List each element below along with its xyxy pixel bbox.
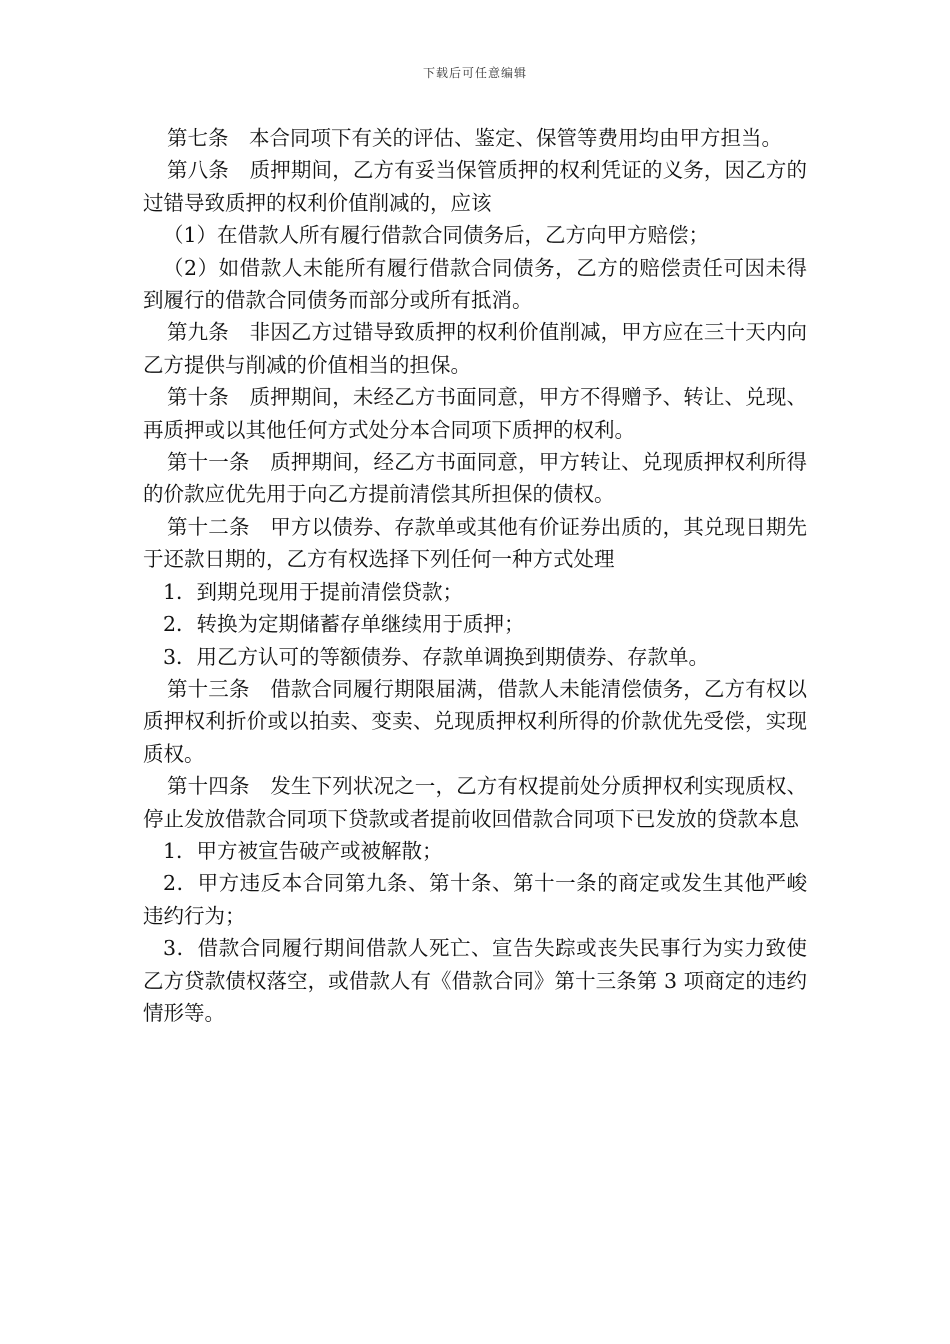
article-8-item-1: （1）在借款人所有履行借款合同债务后，乙方向甲方赔偿； — [163, 223, 710, 248]
article-14: 第十四条 发生下列状况之一，乙方有权提前处分质押权利实现质权、停止发放借款合同项下贷款或者提前收回借款合同项下已发放的贷款本息 — [143, 774, 807, 831]
article-10: 第十条 质押期间，未经乙方书面同意，甲方不得赠予、转让、兑现、再质押或以其他任何方式处分本合同项下质押的权利。 — [143, 385, 807, 442]
article-12-item-1: 1．到期兑现用于提前清偿贷款； — [163, 579, 464, 604]
article-11: 第十一条 质押期间，经乙方书面同意，甲方转让、兑现质押权利所得的价款应优先用于向乙方提前清偿其所担保的债权。 — [143, 450, 807, 507]
article-14-item-3: 3．借款合同履行期间借款人死亡、宣告失踪或丧失民事行为实力致使乙方贷款债权落空，或借款人有《借款合同》第十三条第 3 项商定的违约情形等。 — [143, 936, 807, 1025]
article-14-item-1: 1．甲方被宣告破产或被解散； — [163, 838, 443, 863]
article-12: 第十二条 甲方以债券、存款单或其他有价证券出质的，其兑现日期先于还款日期的，乙方有权选择下列任何一种方式处理 — [143, 514, 807, 572]
article-14-item-2: 2．甲方违反本合同第九条、第十条、第十一条的商定或发生其他严峻违约行为； — [143, 871, 807, 928]
article-8: 第八条 质押期间，乙方有妥当保管质押的权利凭证的义务，因乙方的过错导致质押的权利价值削减的，应该 — [143, 158, 807, 215]
article-12-item-3: 3．用乙方认可的等额债券、存款单调换到期债券、存款单。 — [163, 644, 710, 669]
document-body — [143, 122, 807, 1029]
article-13: 第十三条 借款合同履行期限届满，借款人未能清偿债务，乙方有权以质押权利折价或以拍卖、变卖、兑现质押权利所得的价款优先受偿，实现质权。 — [143, 676, 807, 766]
article-9: 第九条 非因乙方过错导致质押的权利价值削减，甲方应在三十天内向乙方提供与削减的价值相当的担保。 — [143, 320, 807, 377]
article-12-item-2: 2．转换为定期储蓄存单继续用于质押； — [163, 612, 525, 637]
page-header: 下载后可任意编辑 — [422, 66, 527, 80]
article-8-item-2: （2）如借款人未能所有履行借款合同债务，乙方的赔偿责任可因未得到履行的借款合同债务而部分或所有抵消。 — [143, 255, 807, 313]
article-7: 第七条 本合同项下有关的评估、鉴定、保管等费用均由甲方担当。 — [167, 126, 782, 150]
